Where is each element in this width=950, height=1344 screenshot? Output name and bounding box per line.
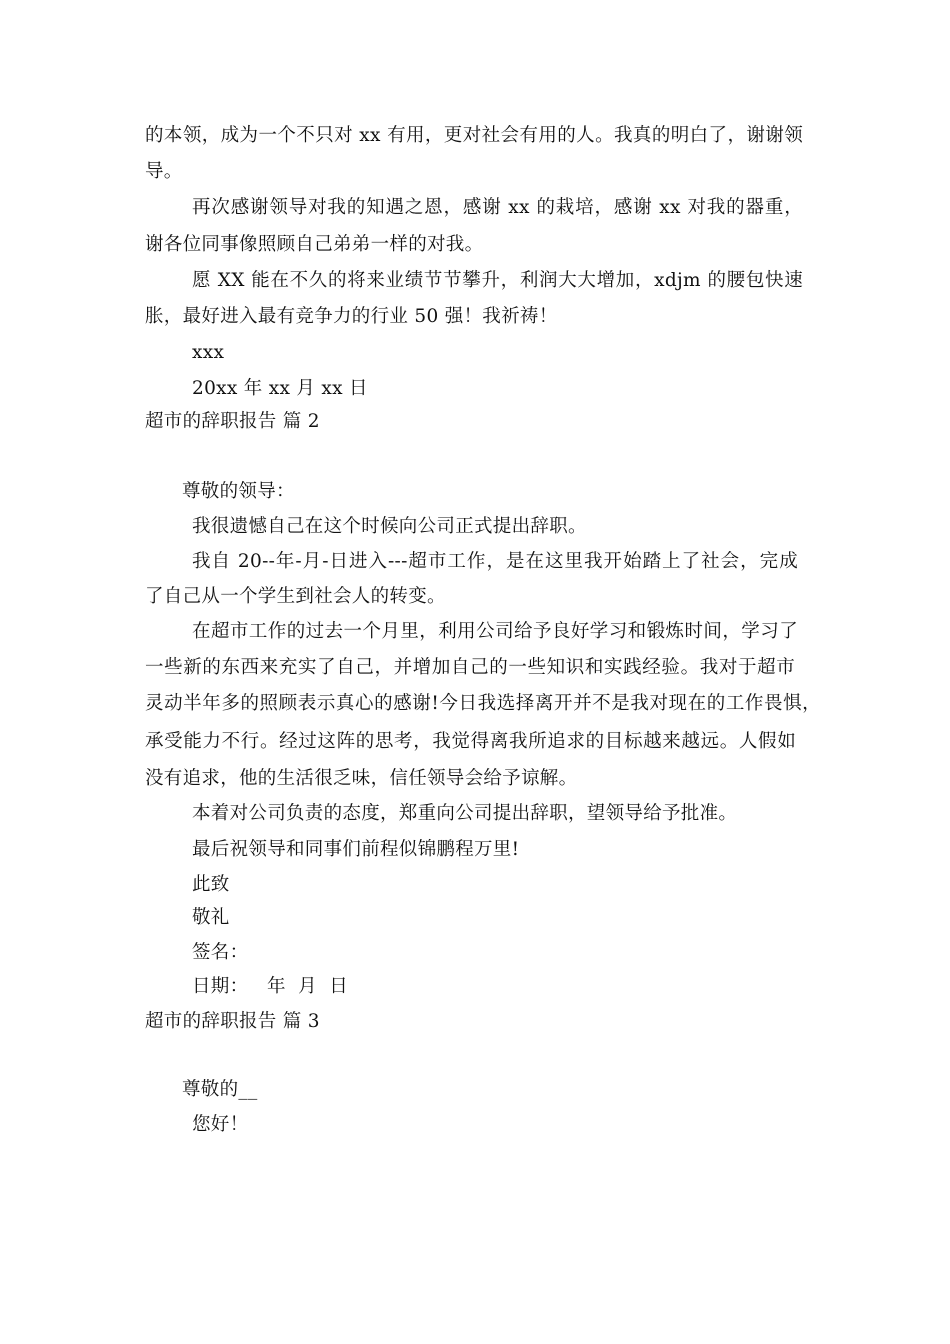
paragraph-line: 我自 20--年-月-日进入---超市工作，是在这里我开始踏上了社会，完成 [192, 551, 798, 572]
paragraph-line: 了自己从一个学生到社会人的转变。 [145, 586, 446, 607]
paragraph-line: 在超市工作的过去一个月里，利用公司给予良好学习和锻炼时间，学习了 [192, 621, 798, 642]
closing-line: 此致 [192, 874, 230, 895]
paragraph-line: 愿 XX 能在不久的将来业绩节节攀升，利润大大增加，xdjm 的腰包快速 [192, 270, 803, 291]
paragraph-line: 导。 [145, 161, 183, 182]
paragraph-line: 承受能力不行。经过这阵的思考，我觉得离我所追求的目标越来越远。人假如 [145, 731, 796, 752]
section-heading: 超市的辞职报告 篇 3 [145, 1011, 320, 1032]
paragraph-line: 胀，最好进入最有竞争力的行业 50 强！我祈祷！ [145, 306, 558, 327]
signature-name: xxx [192, 342, 225, 363]
signature-label: 签名： [192, 942, 249, 963]
salutation: 尊敬的领导： [182, 481, 295, 502]
section-heading: 超市的辞职报告 篇 2 [145, 411, 320, 432]
greeting: 您好！ [192, 1114, 249, 1135]
paragraph-line: 灵动半年多的照顾表示真心的感谢!今日我选择离开并不是我对现在的工作畏惧， [145, 693, 821, 714]
paragraph-line: 再次感谢领导对我的知遇之恩，感谢 xx 的栽培，感谢 xx 对我的器重， [192, 197, 803, 218]
paragraph-line: 我很遗憾自己在这个时候向公司正式提出辞职。 [192, 516, 587, 537]
date-label: 日期： 年 月 日 [192, 976, 349, 997]
paragraph-line: 一些新的东西来充实了自己，并增加自己的一些知识和实践经验。我对于超市 [145, 657, 795, 678]
paragraph-line: 最后祝领导和同事们前程似锦鹏程万里! [192, 839, 520, 860]
salutation: 尊敬的__ [182, 1079, 258, 1100]
signature-date: 20xx 年 xx 月 xx 日 [192, 378, 368, 399]
closing-line: 敬礼 [192, 907, 230, 928]
paragraph-line: 谢各位同事像照顾自己弟弟一样的对我。 [145, 234, 484, 255]
paragraph-line: 本着对公司负责的态度，郑重向公司提出辞职，望领导给予批准。 [192, 803, 738, 824]
paragraph-line: 没有追求，他的生活很乏味，信任领导会给予谅解。 [145, 768, 578, 789]
paragraph-line: 的本领，成为一个不只对 xx 有用，更对社会有用的人。我真的明白了，谢谢领 [145, 125, 803, 146]
